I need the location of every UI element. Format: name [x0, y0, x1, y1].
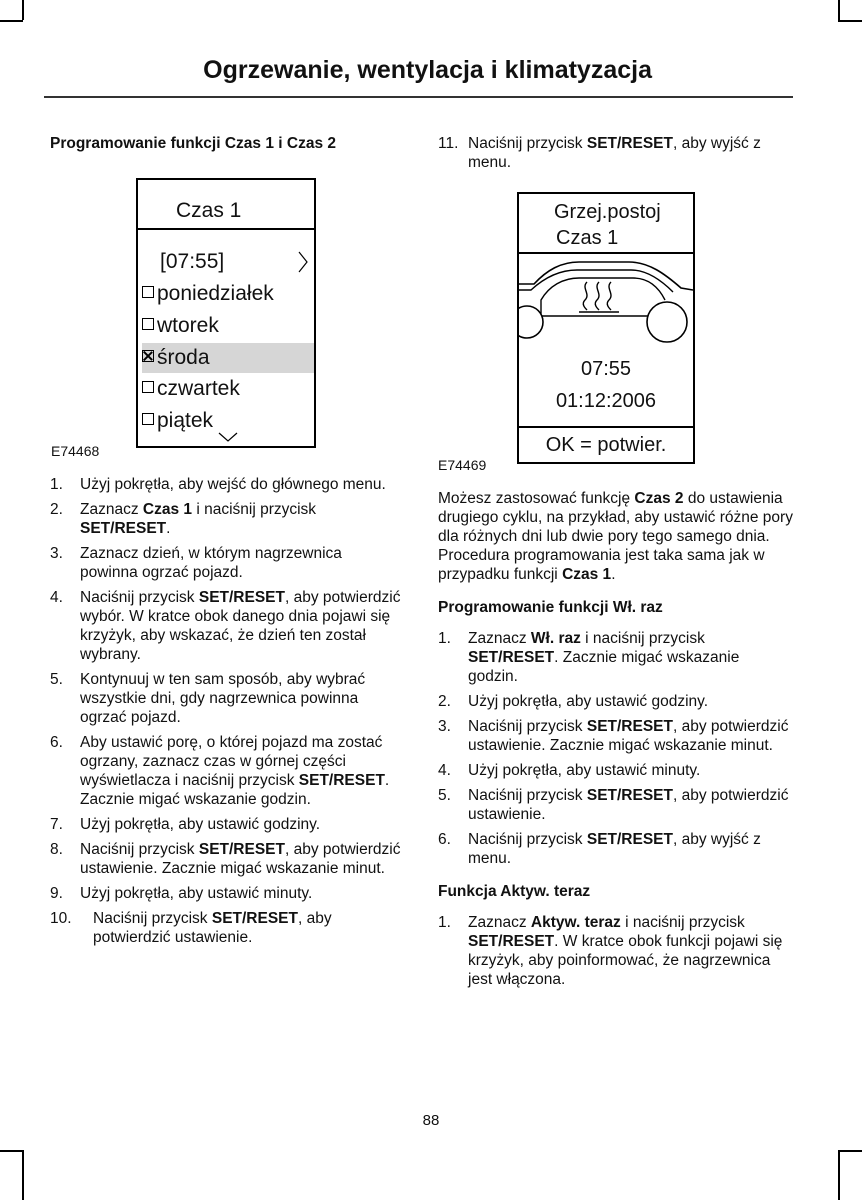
- step-text: [80, 589, 400, 663]
- text-run: Naciśnij przycisk: [468, 718, 587, 735]
- bold-term: Aktyw. teraz: [530, 914, 621, 931]
- list-item: [50, 670, 402, 727]
- crop-mark-bottom-right-v: [838, 1150, 840, 1200]
- step-text: [468, 831, 761, 867]
- steps-list: [50, 475, 402, 947]
- bold-term: Wł. raz: [530, 630, 581, 647]
- step-number: 1.: [438, 630, 451, 647]
- step-text: [80, 501, 316, 537]
- text-run: , aby potwierdzić ustawienie.: [468, 787, 789, 823]
- text-run: Zaznacz: [468, 630, 531, 647]
- text-run: Użyj pokrętła, aby wejść do głównego menu.: [80, 476, 386, 493]
- bold-term: SET/RESET: [586, 831, 673, 848]
- list-item: [438, 830, 793, 868]
- bold-term: SET/RESET: [198, 841, 285, 858]
- step-number: 8.: [50, 841, 63, 858]
- crop-mark-bottom-left-v: [22, 1150, 24, 1200]
- list-item: [50, 588, 402, 664]
- figure-code: E74468: [51, 443, 100, 459]
- step-text: [468, 762, 700, 779]
- bold-term: SET/RESET: [586, 718, 673, 735]
- display-line-2: Czas 1: [556, 227, 619, 249]
- text-run: Naciśnij przycisk: [80, 589, 199, 606]
- step-text: [80, 816, 320, 833]
- chevron-down-icon: [218, 432, 238, 442]
- bold-term: SET/RESET: [468, 933, 555, 950]
- text-run: , aby potwierdzić ustawienie. Zacznie migać wskazanie minut.: [468, 718, 789, 754]
- day-label: czwartek: [157, 377, 240, 400]
- car-heater-icon: [519, 254, 693, 350]
- step-text: [80, 476, 386, 493]
- list-item: [438, 134, 793, 172]
- left-column: [50, 134, 402, 153]
- text-run: i naciśnij przycisk: [192, 501, 317, 518]
- display-figure-czas1: [136, 178, 316, 448]
- list-item: [50, 733, 402, 809]
- display-day-row: [142, 279, 314, 309]
- steps-list-wl-raz: [438, 629, 793, 868]
- text-run: , aby wyjść z menu.: [468, 831, 761, 867]
- day-label: piątek: [157, 409, 214, 432]
- right-column-top: [438, 134, 793, 178]
- text-run: . Zacznie migać wskazanie godzin.: [468, 649, 740, 685]
- right-column-bottom: [438, 489, 793, 995]
- step-number: 7.: [50, 816, 63, 833]
- crop-mark-bottom-left-h: [0, 1150, 23, 1152]
- step-text: [468, 693, 708, 710]
- text-run: do ustawienia drugiego cyklu, na przykład, aby ustawić różne pory dla różnych dni lub dwie pory tego samego dnia. Procedura programowania jest taka sama jak w przypadku funkcji: [438, 490, 793, 583]
- step-number: 1.: [438, 914, 451, 931]
- display-title: Czas 1: [176, 199, 242, 222]
- step-number: 4.: [438, 762, 451, 779]
- text-run: Użyj pokrętła, aby ustawić minuty.: [468, 762, 701, 779]
- list-item: [50, 909, 402, 947]
- checked-checkbox-icon: [142, 350, 154, 362]
- display-day-row: [142, 343, 314, 373]
- text-run: Naciśnij przycisk: [468, 831, 587, 848]
- bold-term: SET/RESET: [80, 520, 167, 537]
- section-heading-wl-raz: Programowanie funkcji Wł. raz: [438, 599, 663, 616]
- list-item: [50, 884, 402, 903]
- display-time: 07:55: [580, 358, 632, 380]
- list-item: [50, 500, 402, 538]
- display-day-row: [142, 311, 314, 341]
- crop-mark-top-right-h: [838, 20, 862, 22]
- steps-list-aktyw: [438, 913, 793, 989]
- text-run: i naciśnij przycisk: [580, 630, 705, 647]
- display-divider: [519, 426, 693, 428]
- step-number: 6.: [438, 831, 451, 848]
- step-number: 5.: [438, 787, 451, 804]
- text-run: Aby ustawić porę, o której pojazd ma zostać ogrzany, zaznacz czas w górnej części wyświetlacza i naciśnij przycisk: [80, 734, 383, 789]
- step-number: 5.: [50, 671, 63, 688]
- display-figure-grzej: [517, 192, 695, 464]
- text-run: Zaznacz: [80, 501, 143, 518]
- left-steps-container: [50, 475, 402, 953]
- page-number: 88: [422, 1112, 440, 1129]
- checkbox-icon: [142, 286, 154, 298]
- bold-term: SET/RESET: [468, 649, 555, 666]
- step-text: [80, 885, 312, 902]
- chevron-right-icon: [298, 251, 308, 273]
- display-time: [07:55]: [160, 250, 225, 273]
- step-number: 3.: [50, 545, 63, 562]
- list-item: [50, 544, 402, 582]
- list-item: [50, 475, 402, 494]
- text-run: Zaznacz: [468, 914, 531, 931]
- list-item: [438, 629, 793, 686]
- section-heading-aktyw: Funkcja Aktyw. teraz: [438, 883, 591, 900]
- step-number: 9.: [50, 885, 63, 902]
- display-day-row: [142, 374, 314, 404]
- list-item: [438, 692, 793, 711]
- step-text: [468, 787, 788, 823]
- text-run: Naciśnij przycisk: [468, 135, 587, 152]
- display-ok-label: OK = potwier.: [545, 434, 667, 456]
- crop-mark-top-right-v: [838, 0, 840, 20]
- text-run: Naciśnij przycisk: [468, 787, 587, 804]
- text-run: , aby potwierdzić ustawienie. Zacznie migać wskazanie minut.: [80, 841, 401, 877]
- text-run: i naciśnij przycisk: [620, 914, 745, 931]
- day-label: środa: [157, 346, 210, 369]
- list-item: [438, 761, 793, 780]
- step-number: 1.: [50, 476, 63, 493]
- display-divider: [138, 228, 314, 230]
- list-item: [438, 786, 793, 824]
- checkbox-icon: [142, 381, 154, 393]
- bold-term: Czas 1: [562, 566, 612, 583]
- step-text: [468, 718, 788, 754]
- step-number: 4.: [50, 589, 63, 606]
- list-item: [50, 840, 402, 878]
- list-item: [438, 913, 793, 989]
- day-label: poniedziałek: [157, 282, 274, 305]
- list-item: [50, 815, 402, 834]
- list-item: [438, 717, 793, 755]
- bold-term: Czas 1: [142, 501, 193, 518]
- bold-term: SET/RESET: [586, 135, 673, 152]
- step-text: [468, 135, 761, 171]
- crop-mark-top-left-v: [22, 0, 24, 20]
- text-run: Naciśnij przycisk: [93, 910, 212, 927]
- bold-term: SET/RESET: [298, 772, 385, 789]
- header-divider: [44, 96, 793, 98]
- step-number: 2.: [438, 693, 451, 710]
- step-text: [93, 910, 332, 946]
- day-label: wtorek: [157, 314, 219, 337]
- step-text: [80, 841, 400, 877]
- text-run: .: [166, 520, 171, 537]
- step-number: 2.: [50, 501, 63, 518]
- text-run: , aby potwierdzić ustawienie.: [93, 910, 332, 946]
- display-date: 01:12:2006: [555, 390, 657, 412]
- bold-term: SET/RESET: [198, 589, 285, 606]
- checkbox-icon: [142, 413, 154, 425]
- text-run: Użyj pokrętła, aby ustawić minuty.: [80, 885, 313, 902]
- step-number: 10.: [50, 910, 72, 927]
- text-run: , aby potwierdzić wybór. W kratce obok danego dnia pojawi się krzyżyk, aby wskazać, że dzień ten został wybrany.: [80, 589, 401, 663]
- text-run: Użyj pokrętła, aby ustawić godziny.: [468, 693, 709, 710]
- text-run: Naciśnij przycisk: [80, 841, 199, 858]
- crop-mark-bottom-right-h: [838, 1150, 862, 1152]
- step-text: [468, 630, 739, 685]
- step-number: 3.: [438, 718, 451, 735]
- crop-mark-top-left-h: [0, 20, 23, 22]
- checkbox-icon: [142, 318, 154, 330]
- paragraph-czas2: [438, 489, 793, 584]
- bold-term: Czas 2: [634, 490, 684, 507]
- step-text: [80, 671, 365, 726]
- figure-code: E74469: [438, 457, 487, 473]
- text-run: .: [611, 566, 616, 583]
- page-title: Ogrzewanie, wentylacja i klimatyzacja: [203, 56, 652, 84]
- bold-term: SET/RESET: [211, 910, 298, 927]
- text-run: Użyj pokrętła, aby ustawić godziny.: [80, 816, 321, 833]
- step-number: 11.: [438, 135, 459, 152]
- step-text: [80, 545, 342, 581]
- section-heading-czas: Programowanie funkcji Czas 1 i Czas 2: [50, 135, 336, 152]
- text-run: , aby wyjść z menu.: [468, 135, 761, 171]
- steps-list-continued: [438, 134, 793, 172]
- step-text: [468, 914, 782, 988]
- text-run: Kontynuuj w ten sam sposób, aby wybrać wszystkie dni, gdy nagrzewnica powinna ogrzać pojazd.: [80, 671, 366, 726]
- bold-term: SET/RESET: [586, 787, 673, 804]
- step-number: 6.: [50, 734, 63, 751]
- display-line-1: Grzej.postoj: [554, 201, 661, 223]
- text-run: Możesz zastosować funkcję: [438, 490, 635, 507]
- text-run: Zaznacz dzień, w którym nagrzewnica powinna ogrzać pojazd.: [80, 545, 342, 581]
- text-run: . W kratce obok funkcji pojawi się krzyżyk, aby poinformować, że nagrzewnica jest włączona.: [468, 933, 783, 988]
- step-text: [80, 734, 389, 808]
- text-run: . Zacznie migać wskazanie godzin.: [80, 772, 390, 808]
